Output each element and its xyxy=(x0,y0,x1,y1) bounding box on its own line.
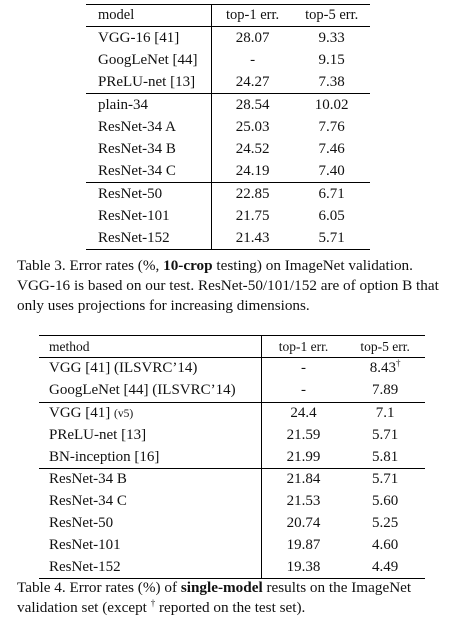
model-cell: ResNet-50 xyxy=(86,183,211,206)
caption-text: Error rates (%, xyxy=(65,257,164,274)
model-cell: plain-34 xyxy=(86,94,211,117)
method-cell: ResNet-50 xyxy=(39,513,261,535)
caption-bold-text: 10-crop xyxy=(163,257,213,274)
top1-cell: 24.4 xyxy=(261,402,345,424)
column-header-top5: top-5 err. xyxy=(293,5,370,27)
table-row xyxy=(86,71,370,94)
top1-cell: - xyxy=(301,360,307,377)
top5-cell xyxy=(345,358,425,380)
top5-cell: 6.71 xyxy=(293,183,370,206)
top1-cell-best: 19.38 xyxy=(286,558,321,575)
top1-cell: 21.84 xyxy=(261,468,345,490)
model-cell: ResNet-152 xyxy=(86,227,211,250)
top1-cell: 21.75 xyxy=(235,207,270,224)
column-header-model: model xyxy=(86,5,211,27)
table-row xyxy=(39,380,425,402)
top5-value: 8.43 xyxy=(369,360,397,377)
top1-cell: 24.52 xyxy=(235,140,270,157)
caption-dagger-mark: † xyxy=(150,597,156,608)
table-row xyxy=(86,116,370,138)
top1-cell: 21.59 xyxy=(286,426,321,443)
model-cell: GoogLeNet [44] xyxy=(86,49,211,71)
table-3-caption xyxy=(17,256,443,315)
table-header-row xyxy=(86,5,370,27)
top1-cell: 24.19 xyxy=(235,162,270,179)
top5-cell: 7.1 xyxy=(345,402,425,424)
top1-cell: 19.87 xyxy=(286,536,321,553)
column-header-top5: top-5 err. xyxy=(345,336,425,358)
top5-cell-best: 5.71 xyxy=(318,229,345,246)
method-cell: BN-inception [16] xyxy=(39,446,261,468)
top5-cell: 7.38 xyxy=(318,73,345,90)
table-row xyxy=(39,513,425,535)
method-cell: ResNet-34 B xyxy=(39,468,261,490)
top5-cell: 5.60 xyxy=(372,493,399,510)
model-cell: ResNet-34 C xyxy=(86,160,211,183)
test-set-dagger-mark: † xyxy=(396,358,401,369)
top5-cell-best: 4.49 xyxy=(372,558,399,575)
table-row xyxy=(39,534,425,556)
top5-cell: 9.15 xyxy=(318,51,345,68)
top5-cell: 7.46 xyxy=(318,140,345,157)
top1-cell: 20.74 xyxy=(286,514,321,531)
caption-label: Table 4. xyxy=(17,579,66,596)
table-row xyxy=(86,183,370,206)
top1-cell: 25.03 xyxy=(235,118,270,135)
caption-label: Table 3. xyxy=(17,257,66,274)
top1-cell: - xyxy=(250,51,256,68)
top1-cell: 22.85 xyxy=(211,183,293,206)
top5-cell: 7.76 xyxy=(318,118,345,135)
model-cell: PReLU-net [13] xyxy=(86,71,211,94)
table-row xyxy=(86,138,370,160)
top1-cell: 28.07 xyxy=(235,29,270,46)
table-row xyxy=(39,358,425,380)
column-header-method: method xyxy=(39,336,261,358)
method-cell xyxy=(39,402,261,424)
top5-cell: 6.05 xyxy=(318,207,345,224)
table-row xyxy=(86,94,370,117)
model-cell: ResNet-101 xyxy=(86,205,211,227)
caption-bold-text: single-model xyxy=(180,579,263,596)
caption-text: Error rates (%) of xyxy=(65,579,181,596)
top1-cell: - xyxy=(301,382,307,399)
model-cell: VGG-16 [41] xyxy=(86,27,211,50)
top5-cell: 10.02 xyxy=(293,94,370,117)
column-header-top1: top-1 err. xyxy=(261,336,345,358)
top5-cell: 5.81 xyxy=(372,448,399,465)
table-row xyxy=(39,556,425,578)
caption-text: reported on the test set). xyxy=(155,598,306,616)
top5-cell: 7.89 xyxy=(372,382,399,399)
table-row xyxy=(39,491,425,513)
top5-cell: 5.71 xyxy=(372,426,399,443)
method-cell: ResNet-152 xyxy=(39,556,261,578)
table-row xyxy=(39,468,425,490)
method-version-suffix: (v5) xyxy=(114,407,134,420)
table-row xyxy=(86,49,370,71)
top1-cell: 21.53 xyxy=(286,493,321,510)
model-cell: ResNet-34 B xyxy=(86,138,211,160)
top5-cell: 9.33 xyxy=(318,29,345,46)
top1-cell: 24.27 xyxy=(235,73,270,90)
method-cell: VGG [41] (ILSVRC’14) xyxy=(39,358,261,380)
method-name: VGG [41] xyxy=(49,404,114,421)
table-header-row xyxy=(39,336,425,358)
table-row xyxy=(86,27,370,50)
table-3 xyxy=(86,4,370,250)
model-cell: ResNet-34 A xyxy=(86,116,211,138)
caption-text: results on the ImageNet validation set (except xyxy=(17,579,412,616)
caption-text: testing) on ImageNet validation. VGG-16 is based on our test. ResNet-50/101/152 are of option B that only uses projections for increasing dimensions. xyxy=(17,257,439,314)
method-cell: ResNet-34 C xyxy=(39,491,261,513)
top5-cell: 5.25 xyxy=(372,514,399,531)
table-row xyxy=(39,402,425,424)
method-cell: PReLU-net [13] xyxy=(39,424,261,446)
table-4-caption xyxy=(17,578,443,618)
table-row xyxy=(86,227,370,250)
top1-cell: 21.99 xyxy=(286,448,321,465)
top1-cell-best: 21.43 xyxy=(235,229,270,246)
top5-cell: 7.40 xyxy=(318,162,345,179)
method-cell: GoogLeNet [44] (ILSVRC’14) xyxy=(39,380,261,402)
method-cell: ResNet-101 xyxy=(39,534,261,556)
table-row xyxy=(86,205,370,227)
top1-cell: 28.54 xyxy=(211,94,293,117)
top5-cell: 5.71 xyxy=(345,468,425,490)
column-header-top1: top-1 err. xyxy=(211,5,293,27)
table-row xyxy=(86,160,370,183)
table-row xyxy=(39,424,425,446)
table-4 xyxy=(39,335,425,579)
table-row xyxy=(39,446,425,468)
top5-cell: 4.60 xyxy=(372,536,399,553)
